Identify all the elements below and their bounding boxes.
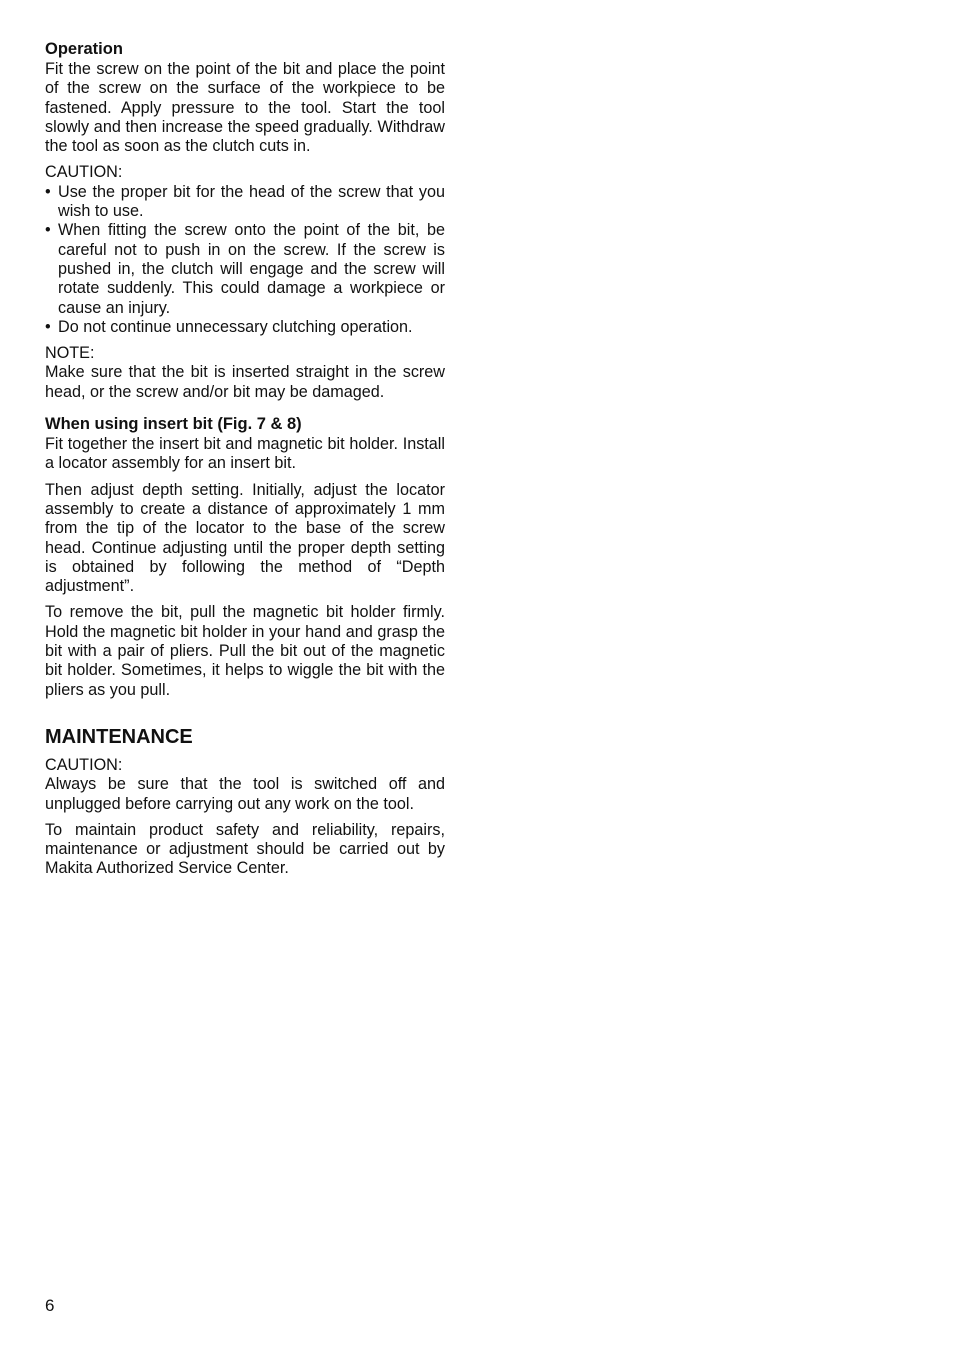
maintenance-paragraph: To maintain product safety and reliability, repairs, maintenance or adjustment should be carried out by Makita Authorized Service Center.: [45, 820, 445, 878]
maintenance-caution-text: Always be sure that the tool is switched off and unplugged before carrying out any work on the tool.: [45, 775, 445, 813]
operation-note-label: NOTE:: [45, 344, 95, 363]
operation-note-text: Make sure that the bit is inserted straight in the screw head, or the screw and/or bit may be damaged.: [45, 363, 445, 401]
caution-item-text: When fitting the screw onto the point of the bit, be careful not to push in on the screw. If the screw is pushed in, the clutch will engage and the screw will rotate suddenly. This could damage a workpiece or cause an injury.: [58, 221, 445, 317]
caution-item: [45, 183, 445, 222]
insert-bit-paragraph: To remove the bit, pull the magnetic bit holder firmly. Hold the magnetic bit holder in your hand and grasp the bit with a pair of pliers. Pull the bit out of the magnetic bit holder. Sometimes, it helps to wiggle the bit with the pliers as you pull.: [45, 603, 445, 699]
insert-bit-paragraph: Fit together the insert bit and magnetic bit holder. Install a locator assembly for an insert bit.: [45, 435, 445, 473]
caution-item: [45, 318, 445, 337]
operation-caution-label: CAUTION:: [45, 163, 123, 182]
bullet-icon: •: [45, 317, 51, 336]
maintenance-caution-label: CAUTION:: [45, 755, 123, 774]
caution-item: [45, 221, 445, 317]
maintenance-heading: MAINTENANCE: [45, 725, 193, 748]
insert-bit-paragraph: Then adjust depth setting. Initially, adjust the locator assembly to create a distance of approximately 1 mm from the tip of the locator to the base of the screw head. Continue adjusting until the proper depth setting is obtained by following the method of “Depth adjustment”.: [45, 480, 445, 596]
caution-item-text: Do not continue unnecessary clutching operation.: [58, 317, 413, 336]
operation-heading: Operation: [45, 40, 123, 58]
caution-item-text: Use the proper bit for the head of the screw that you wish to use.: [58, 182, 445, 221]
bullet-icon: •: [45, 221, 51, 240]
bullet-icon: •: [45, 182, 51, 201]
page-number: 6: [45, 1296, 55, 1315]
text-column: [45, 38, 445, 879]
operation-paragraph: Fit the screw on the point of the bit and place the point of the screw on the surface of the workpiece to be fastened. Apply pressure to the tool. Start the tool slowly and then increase the speed gradually. Withdraw the tool as soon as the clutch cuts in.: [45, 60, 445, 156]
operation-caution-list: [45, 183, 445, 337]
insert-bit-heading: When using insert bit (Fig. 7 & 8): [45, 415, 302, 434]
